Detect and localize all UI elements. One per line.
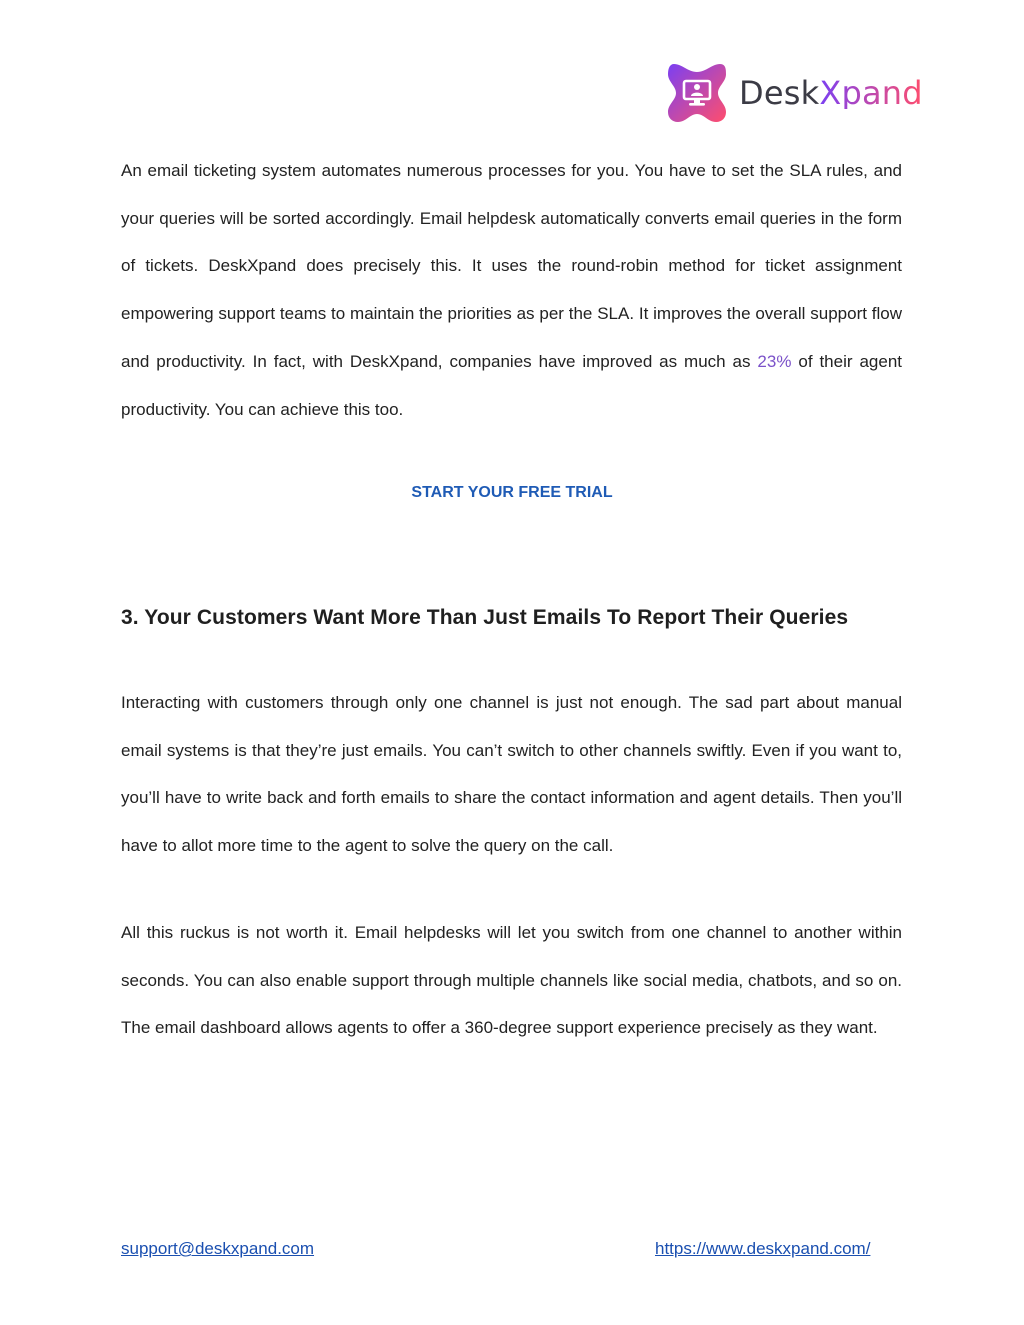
productivity-stat: 23% <box>757 351 792 371</box>
brand-name-part1: Desk <box>739 74 820 112</box>
support-email-link[interactable]: support@deskxpand.com <box>121 1239 315 1258</box>
monitor-with-person-icon <box>664 60 730 126</box>
section-heading: 3. Your Customers Want More Than Just Emails To Report Their Queries <box>121 606 849 629</box>
intro-paragraph-text-end: of their agent productivity. You can achieve this too. <box>121 351 902 419</box>
channels-paragraph-block <box>121 679 902 870</box>
deskxpand-logo <box>664 60 923 126</box>
brand-name-part2: Xpand <box>819 74 923 112</box>
helpdesk-paragraph: All this ruckus is not worth it. Email helpdesks will let you switch from one channel to another within seconds. You can also enable support through multiple channels like social media, chatbots, and so on. The email dashboard allows agents to offer a 360-degree support experience precisely as they want. <box>121 923 902 1038</box>
channels-paragraph: Interacting with customers through only one channel is just not enough. The sad part about manual email systems is that they’re just emails. You can’t switch to other channels swiftly. Even if you want to, you’ll have to write back and forth emails to share the contact information and agent details. Then you’ll have to allot more time to the agent to solve the query on the call. <box>121 693 902 856</box>
intro-paragraph-block <box>121 147 902 433</box>
helpdesk-paragraph-block <box>121 909 902 1052</box>
intro-paragraph-text-start: An email ticketing system automates numerous processes for you. You have to set the SLA rules, and your queries will be sorted accordingly. Email helpdesk automatically converts email queries in the form of tickets. DeskXpand does precisely this. It uses the round-robin method for ticket assignment empowering support teams to maintain the priorities as per the SLA. It improves the overall support flow and productivity. In fact, with DeskXpand, companies have improved as much as <box>121 161 902 371</box>
start-free-trial-link[interactable]: START YOUR FREE TRIAL <box>411 484 613 501</box>
website-link[interactable]: https://www.deskxpand.com/ <box>655 1239 871 1258</box>
brand-name <box>739 74 923 112</box>
intro-paragraph <box>121 147 902 433</box>
